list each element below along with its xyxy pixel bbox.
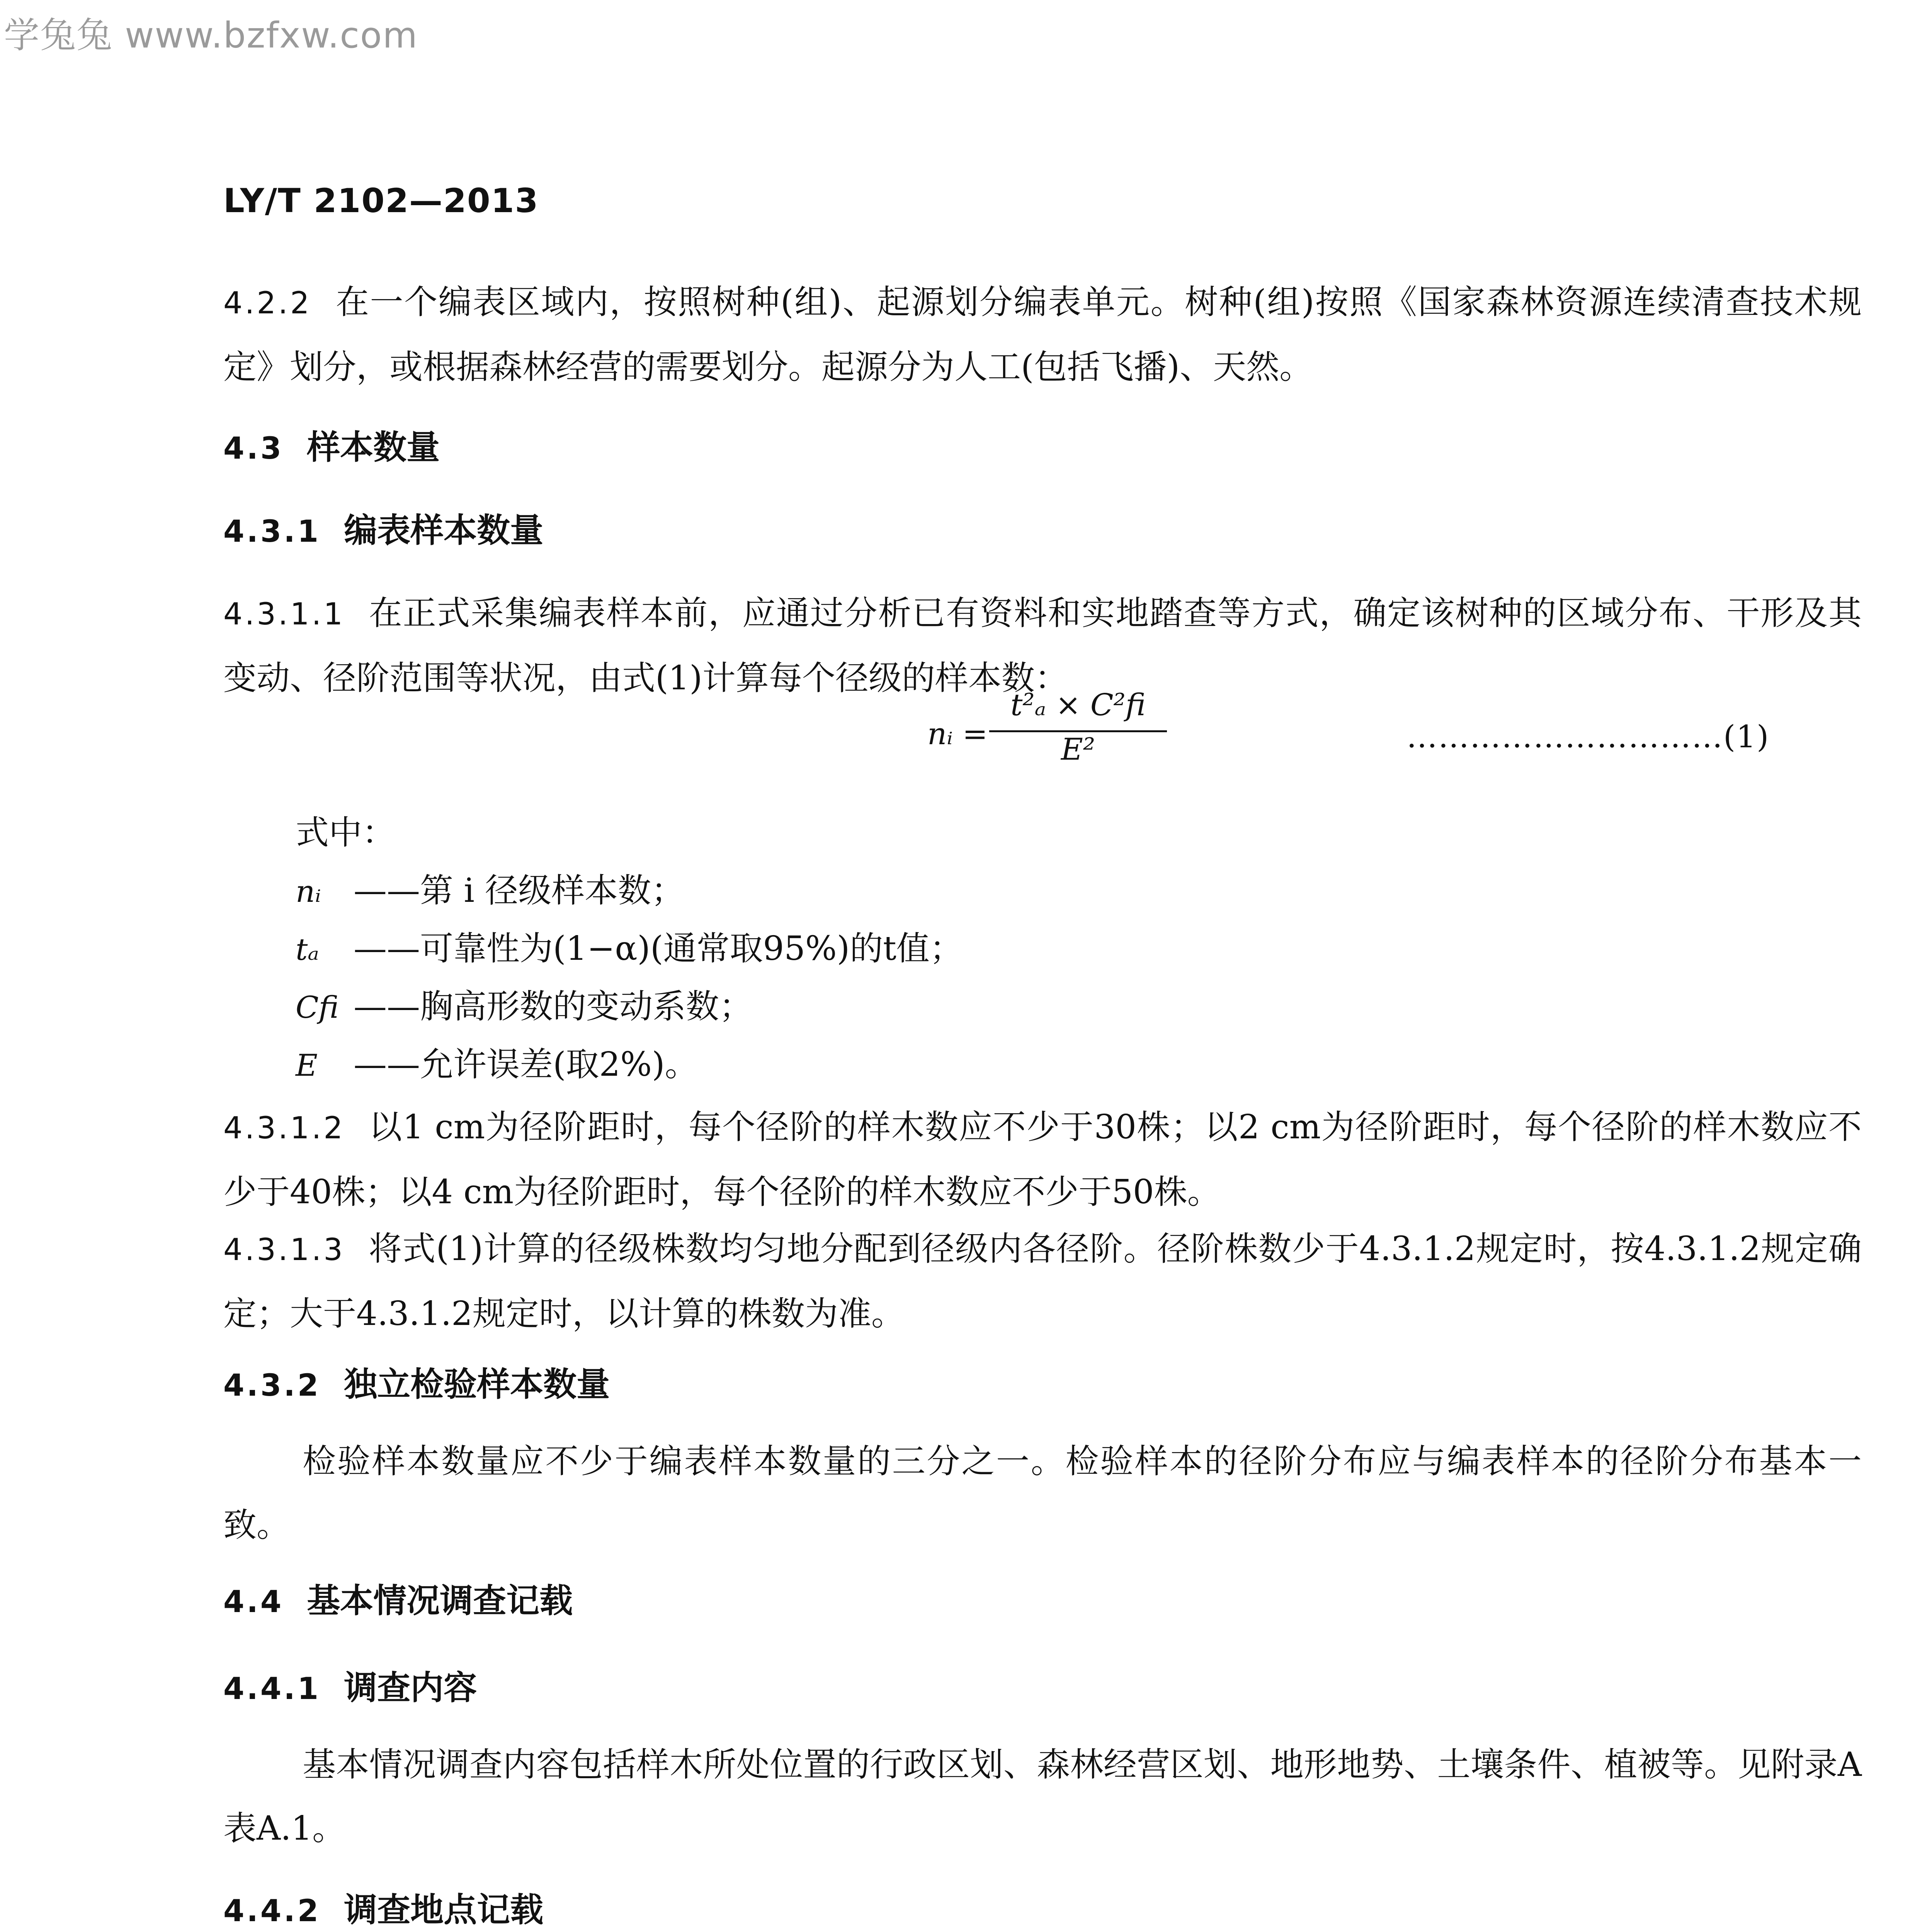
section-text: 在正式采集编表样本前，应通过分析已有资料和实地踏查等方式，确定该树种的区域分布、干形及其变动、径阶范围等状况，由式(1)计算每个径级的样本数： xyxy=(223,594,1862,697)
section-number: 4.3.1 xyxy=(223,514,321,549)
section-title: 样本数量 xyxy=(307,428,440,467)
where-label: 式中： xyxy=(296,813,395,852)
formula-numerator: t²ₐ × C²fi xyxy=(1010,688,1146,723)
definition-row xyxy=(296,978,752,1037)
section-number: 4.3.1.2 xyxy=(223,1111,345,1146)
section-4-3-1-3 xyxy=(223,1217,1862,1346)
section-number: 4.3.1.1 xyxy=(223,597,345,632)
definition-row xyxy=(296,1036,698,1095)
equation-number: …………………………(1) xyxy=(1406,719,1770,755)
definition-symbol: E xyxy=(296,1048,318,1083)
section-number: 4.4 xyxy=(223,1585,284,1619)
section-title: 基本情况调查记载 xyxy=(307,1581,573,1620)
section-title: 独立检验样本数量 xyxy=(344,1365,610,1404)
section-title: 编表样本数量 xyxy=(344,511,544,550)
definition-row xyxy=(296,920,963,979)
section-4-4-1-heading xyxy=(223,1656,1862,1721)
section-number: 4.3.2 xyxy=(223,1368,321,1403)
definition-row xyxy=(296,862,684,921)
formula-1 xyxy=(927,688,1198,788)
section-text: 以1 cm为径阶距时，每个径阶的样木数应不少于30株；以2 cm为径阶距时，每个径阶的样木数应不少于40株；以4 cm为径阶距时，每个径阶的样木数应不少于50株。 xyxy=(223,1108,1862,1211)
section-4-3-2-text: 检验样本数量应不少于编表样本数量的三分之一。检验样本的径阶分布应与编表样本的径阶分布基本一致。 xyxy=(223,1442,1862,1544)
section-title: 调查内容 xyxy=(344,1668,477,1707)
section-number: 4.4.2 xyxy=(223,1894,321,1929)
definition-symbol: Cfi xyxy=(296,990,339,1025)
section-4-4-1-text: 基本情况调查内容包括样木所处位置的行政区划、森林经营区划、地形地势、土壤条件、植被等。见附录A表A.1。 xyxy=(223,1745,1862,1848)
section-4-4-2-heading xyxy=(223,1878,1862,1932)
section-4-3-heading xyxy=(223,415,1862,481)
definition-symbol: tₐ xyxy=(296,932,319,967)
section-title: 调查地点记载 xyxy=(344,1890,544,1929)
section-4-2-2 xyxy=(223,270,1862,399)
definition-text: ——可靠性为(1−α)(通常取95%)的t值； xyxy=(354,929,963,968)
definition-text: ——第 i 径级样本数； xyxy=(354,871,685,910)
section-4-3-1-2 xyxy=(223,1095,1862,1224)
section-4-3-2-heading xyxy=(223,1352,1862,1418)
formula-denominator: E² xyxy=(1061,732,1095,767)
section-4-3-1-heading xyxy=(223,498,1862,564)
document-code: LY/T 2102—2013 xyxy=(223,182,539,220)
section-number: 4.2.2 xyxy=(223,286,312,321)
section-4-4-heading xyxy=(223,1569,1862,1634)
section-text: 将式(1)计算的径级株数均匀地分配到径级内各径阶。径阶株数少于4.3.1.2规定时，按4.3.1.2规定确定；大于4.3.1.2规定时，以计算的株数为准。 xyxy=(223,1230,1862,1333)
section-number: 4.3 xyxy=(223,431,284,466)
section-number: 4.4.1 xyxy=(223,1672,321,1706)
watermark: 学兔兔 www.bzfxw.com xyxy=(4,15,418,56)
formula-lhs: nᵢ = xyxy=(927,717,988,752)
section-text: 在一个编表区域内，按照树种(组)、起源划分编表单元。树种(组)按照《国家森林资源连续清查技术规定》划分，或根据森林经营的需要划分。起源分为人工(包括飞播)、天然。 xyxy=(223,283,1862,386)
definition-symbol: nᵢ xyxy=(296,874,321,909)
section-number: 4.3.1.3 xyxy=(223,1233,345,1267)
formula-fraction xyxy=(985,688,1171,767)
definition-text: ——允许误差(取2%)。 xyxy=(354,1045,698,1084)
definition-text: ——胸高形数的变动系数； xyxy=(354,987,752,1026)
